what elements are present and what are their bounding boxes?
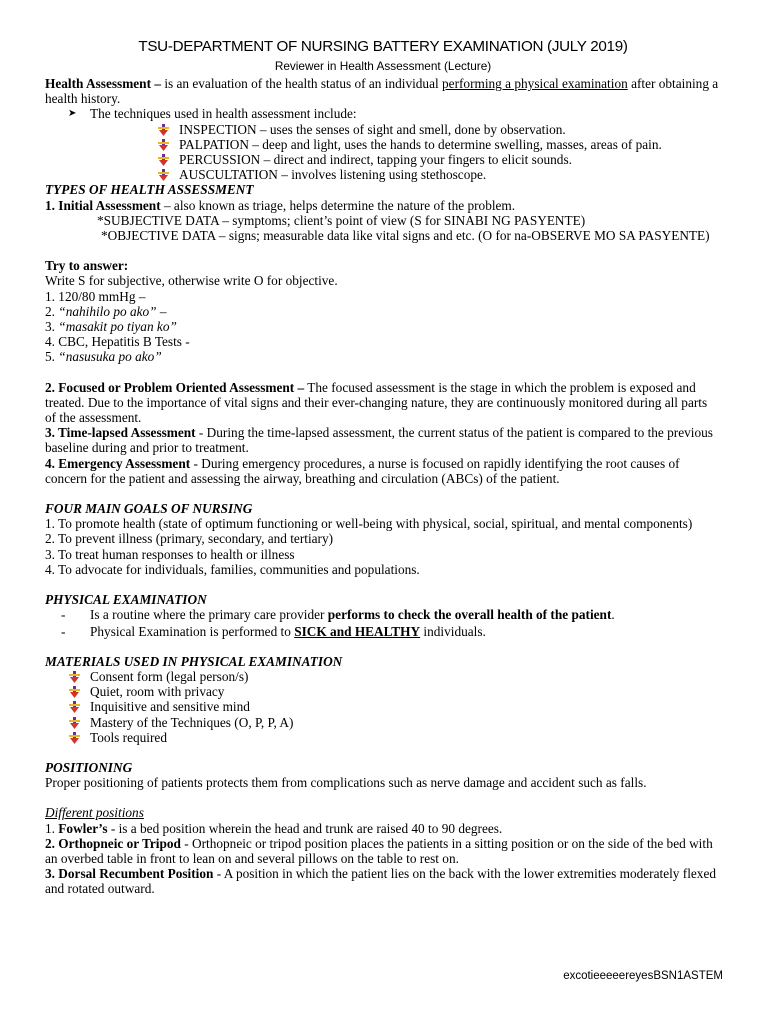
quiz-heading: Try to answer: [45, 258, 129, 274]
material-item: Consent form (legal person/s) [45, 669, 721, 684]
goals-heading: FOUR MAIN GOALS OF NURSING [45, 501, 253, 517]
quiz-item: 3. “masakit po tiyan ko” [45, 319, 177, 335]
intro-underlined: performing a physical examination [442, 76, 628, 91]
colored-arrow-bullet-icon [68, 684, 90, 699]
document-subtitle: Reviewer in Health Assessment (Lecture) [274, 59, 492, 73]
colored-arrow-bullet-icon [157, 122, 179, 137]
subjective-data: *SUBJECTIVE DATA – symptoms; client’s point of view (S for SINABI NG PASYENTE) [97, 212, 586, 228]
material-item: Inquisitive and sensitive mind [45, 699, 721, 714]
objective-data: *OBJECTIVE DATA – signs; measurable data like vital signs and etc. (O for na-OBSERVE MO SA PASYENTE) [101, 228, 710, 244]
colored-arrow-bullet-icon [68, 715, 90, 730]
colored-arrow-bullet-icon [68, 699, 90, 714]
position-item: 3. Dorsal Recumbent Position - A position in which the patient lies on the back with the lower extremities moderately flexed and rotated outward. [45, 866, 716, 897]
goal-item: 3. To treat human responses to health or illness [45, 546, 295, 562]
goal-item: 4. To advocate for individuals, families, communities and populations. [45, 561, 420, 577]
colored-arrow-bullet-icon [157, 167, 179, 182]
materials-heading: MATERIALS USED IN PHYSICAL EXAMINATION [45, 653, 343, 669]
quiz-item: 5. “nasusuka po ako” [45, 349, 162, 365]
quiz-item: 2. “nahihilo po ako” – [45, 303, 167, 319]
intro-paragraph: Health Assessment – is an evaluation of the health status of an individual performing a physical examination after obtaining a health history. [45, 76, 719, 107]
document-title: TSU-DEPARTMENT OF NURSING BATTERY EXAMINATION (JULY 2019) [138, 38, 628, 55]
material-item: Quiet, room with privacy [45, 684, 721, 699]
types-heading: TYPES OF HEALTH ASSESSMENT [45, 182, 254, 198]
physical-exam-heading: PHYSICAL EXAMINATION [45, 592, 207, 608]
colored-arrow-bullet-icon [68, 669, 90, 684]
focused-assessment: 2. Focused or Problem Oriented Assessment – The focused assessment is the stage in which the problem is exposed and treated. Due to the importance of vital signs and their ever-changing nature, they are continuously monitored during all parts of the assessment. [45, 379, 708, 426]
material-item: Mastery of the Techniques (O, P, P, A) [45, 715, 721, 730]
colored-arrow-bullet-icon [157, 137, 179, 152]
material-item: Tools required [45, 730, 721, 745]
physical-exam-item: - Is a routine where the primary care provider performs to check the overall health of the patient. [61, 607, 615, 623]
positioning-text: Proper positioning of patients protects them from complications such as nerve damage and accident such as falls. [45, 775, 647, 791]
physical-exam-item: - Physical Examination is performed to SICK and HEALTHY individuals. [61, 623, 486, 639]
technique-item: PERCUSSION – direct and indirect, tapping your fingers to elicit sounds. [45, 152, 721, 167]
document-page [45, 38, 721, 897]
goal-item: 1. To promote health (state of optimum functioning or well-being with physical, social, spiritual, and mental components) [45, 516, 693, 532]
technique-item: INSPECTION – uses the senses of sight and smell, done by observation. [45, 122, 721, 137]
timelapse-assessment: 3. Time-lapsed Assessment - During the time-lapsed assessment, the current status of the patient is compared to the previous baseline during and prior to treatment. [45, 425, 713, 456]
positions-subheading: Different positions [45, 805, 144, 821]
intro-term: Health Assessment [45, 76, 152, 91]
positioning-heading: POSITIONING [45, 759, 133, 775]
techniques-lead: ➤ The techniques used in health assessment include: [68, 106, 357, 122]
footer-watermark: excotieeeeereyesBSN1ASTEM [563, 970, 723, 982]
emergency-assessment: 4. Emergency Assessment - During emergency procedures, a nurse is focused on rapidly identifying the root causes of concern for the patient and assessing the airway, breathing and circulation (ABCs) of the patient. [45, 455, 680, 486]
technique-item: PALPATION – deep and light, uses the hands to determine swelling, masses, areas of pain. [45, 137, 721, 152]
quiz-item: 4. CBC, Hepatitis B Tests - [45, 334, 190, 350]
technique-item: AUSCULTATION – involves listening using stethoscope. [45, 167, 721, 182]
colored-arrow-bullet-icon [157, 152, 179, 167]
colored-arrow-bullet-icon [68, 730, 90, 745]
initial-assessment: 1. Initial Assessment – also known as triage, helps determine the nature of the problem. [45, 197, 516, 213]
quiz-instruction: Write S for subjective, otherwise write O for objective. [45, 273, 338, 289]
position-item: 1. Fowler’s - is a bed position wherein the head and trunk are raised 40 to 90 degrees. [45, 820, 503, 836]
position-item: 2. Orthopneic or Tripod - Orthopneic or tripod position places the patients in a sitting position or on the side of the bed with an overbed table in front to lean on and several pillows on the table to rest on. [45, 835, 713, 866]
goal-item: 2. To prevent illness (primary, secondary, and tertiary) [45, 531, 334, 547]
arrow-right-icon: ➤ [68, 108, 77, 120]
quiz-item: 1. 120/80 mmHg – [45, 288, 146, 304]
